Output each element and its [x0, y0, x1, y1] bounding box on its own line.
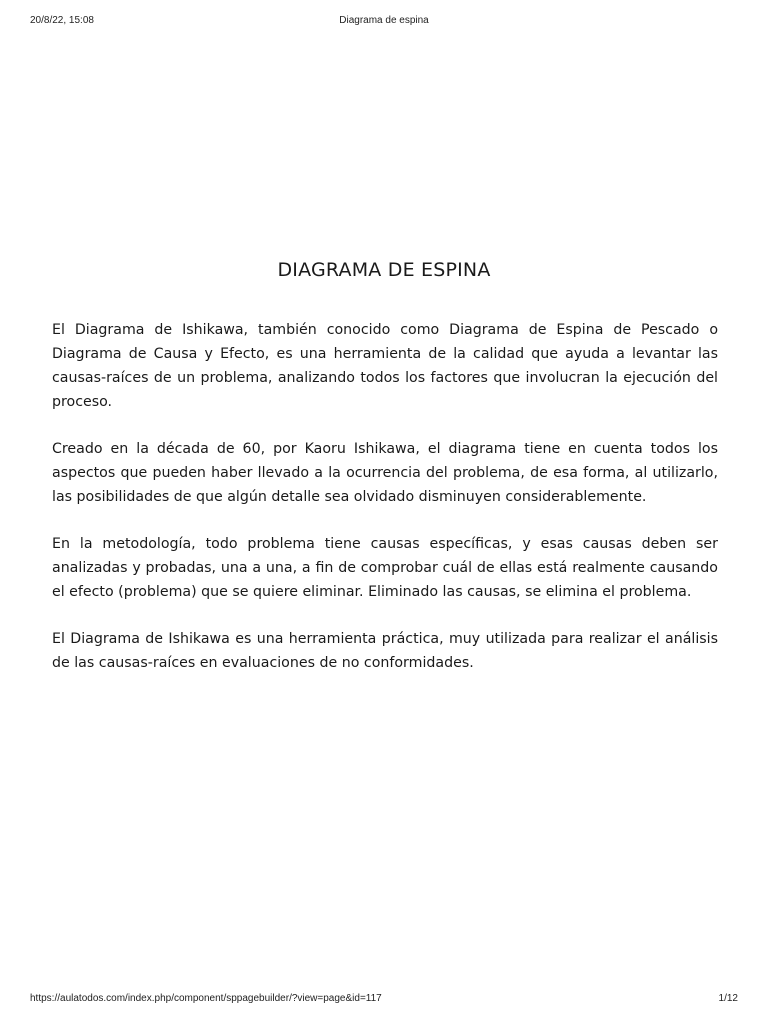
- paragraph-methodology: En la metodología, todo problema tiene causas específicas, y esas causas deben ser analizadas y probadas, una a una, a fin de comprobar cuál de ellas está realmente causando el efecto (problema) que se quiere eliminar. Eliminado las causas, se elimina el problema.: [52, 536, 718, 600]
- paragraph-history: Creado en la década de 60, por Kaoru Ishikawa, el diagrama tiene en cuenta todos los aspectos que pueden haber llevado a la ocurrencia del problema, de esa forma, al utilizarlo, las posibilidades de que algún detalle sea olvidado disminuyen considerablemente.: [52, 441, 718, 505]
- print-datetime: 20/8/22, 15:08: [30, 15, 94, 26]
- document-body: [52, 318, 718, 698]
- print-page-title: Diagrama de espina: [339, 15, 429, 26]
- print-header: [30, 15, 738, 29]
- print-footer: [30, 993, 738, 1007]
- paragraph-usage: El Diagrama de Ishikawa es una herramienta práctica, muy utilizada para realizar el análisis de las causas-raíces en evaluaciones de no conformidades.: [52, 631, 718, 671]
- source-url[interactable]: https://aulatodos.com/index.php/component/sppagebuilder/?view=page&id=117: [30, 993, 382, 1004]
- page-number: 1/12: [718, 993, 738, 1004]
- document-title: DIAGRAMA DE ESPINA: [277, 259, 491, 281]
- paragraph-intro: El Diagrama de Ishikawa, también conocido como Diagrama de Espina de Pescado o Diagrama de Causa y Efecto, es una herramienta de la calidad que ayuda a levantar las causas-raíces de un problema, analizando todos los factores que involucran la ejecución del proceso.: [52, 322, 718, 410]
